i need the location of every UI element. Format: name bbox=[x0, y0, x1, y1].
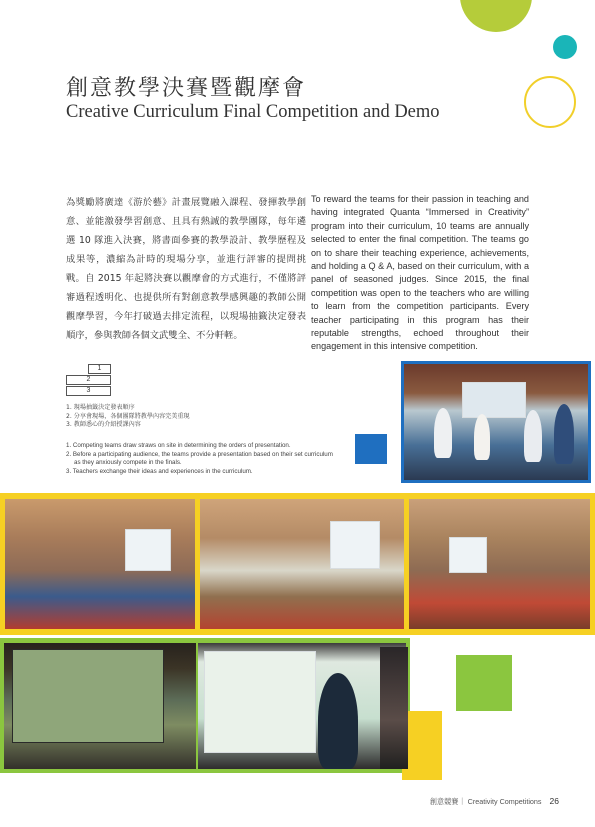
photo-teacher-presenting-2 bbox=[198, 643, 406, 769]
caption-zh-1: 1. 現場抽籤決定發表順序 bbox=[66, 404, 135, 411]
page-number: 26 bbox=[549, 796, 559, 806]
decorative-lime-square bbox=[456, 655, 512, 711]
projector-screen bbox=[125, 529, 171, 571]
projector-screen bbox=[449, 537, 487, 573]
photo-legend-3: 3 bbox=[66, 386, 111, 396]
photo-teacher-edge bbox=[380, 647, 408, 769]
decorative-blue-square bbox=[355, 434, 387, 464]
caption-en-3: 3. Teachers exchange their ideas and experiences in the curriculum. bbox=[66, 467, 253, 475]
caption-en-1: 1. Competing teams draw straws on site in determining the orders of presentation. bbox=[66, 442, 291, 449]
decorative-teal-circle bbox=[553, 35, 577, 59]
decorative-yellow-ring bbox=[524, 76, 576, 128]
person bbox=[554, 404, 574, 464]
projector-screen bbox=[330, 521, 380, 569]
captions-en bbox=[66, 442, 336, 476]
projector-screen bbox=[12, 649, 164, 743]
caption-zh-3: 3. 教師悉心的介紹授課內容 bbox=[66, 421, 141, 429]
person bbox=[524, 410, 542, 462]
photo-audience-3 bbox=[409, 499, 590, 629]
caption-en-2: 2. Before a participating audience, the teams provide a presentation based on their set curriculum as they anxiously compete in the finals. bbox=[66, 450, 333, 467]
caption-zh-2: 2. 分享會現場，各個團隊將教學內容完美重現 bbox=[66, 412, 190, 420]
photo-audience-2 bbox=[200, 499, 404, 629]
decorative-yellow-block bbox=[402, 711, 442, 780]
person bbox=[434, 408, 452, 458]
page-title-en: Creative Curriculum Final Competition and Demo bbox=[66, 102, 440, 122]
photo-legend-1: 1 bbox=[88, 364, 111, 374]
decorative-green-circle bbox=[460, 0, 532, 32]
projector-screen bbox=[204, 651, 316, 753]
photo-teacher-presenting-1 bbox=[4, 643, 196, 769]
photo-audience-1 bbox=[5, 499, 195, 629]
person bbox=[318, 673, 358, 769]
page-title-zh: 創意教學決賽暨觀摩會 bbox=[66, 76, 307, 101]
projector-screen bbox=[462, 382, 526, 418]
photo-legend-2: 2 bbox=[66, 375, 111, 385]
page-footer bbox=[430, 796, 559, 807]
photo-draw-straws bbox=[404, 364, 588, 480]
person bbox=[474, 414, 490, 460]
body-text-en: To reward the teams for their passion in teaching and having integrated Quanta “Immersed in Creativity” program into their curriculum, 10 teams are annually selected to enter the final competition. The teams go on to share their teaching experience, achievements, and holding a Q & A, based on their curriculum, with a panel of seasoned judges. Since 2015, the final competition was open to the teachers who are willing to learn from the competition participants. Every teacher participating in this program has their reputable strengths, echoed throughout their engagement in this intensive competition. bbox=[311, 194, 529, 352]
footer-section: 創意競賽｜ Creativity Competitions bbox=[429, 797, 542, 806]
captions-zh bbox=[66, 404, 190, 430]
body-text-zh: 為獎勵將廣達《游於藝》計畫展覽融入課程、發揮教學創意、並能激發學習創意、且具有熱誠的教學團隊，每年遴選 10 隊進入決賽，將書面參賽的教學設計、教學歷程及成果等，濃縮為計時的現場分享，並進行評審的提問挑戰。自 2015 年起將決賽以觀摩會的方式進行，不僅將評審過程透明化、也提供所有對創意教學感興趣的教師公開觀摩學習，今年打破過去排定流程，以現場抽籤決定發表順序，參與教師各個文武雙全、不分軒輊。 bbox=[66, 197, 306, 341]
